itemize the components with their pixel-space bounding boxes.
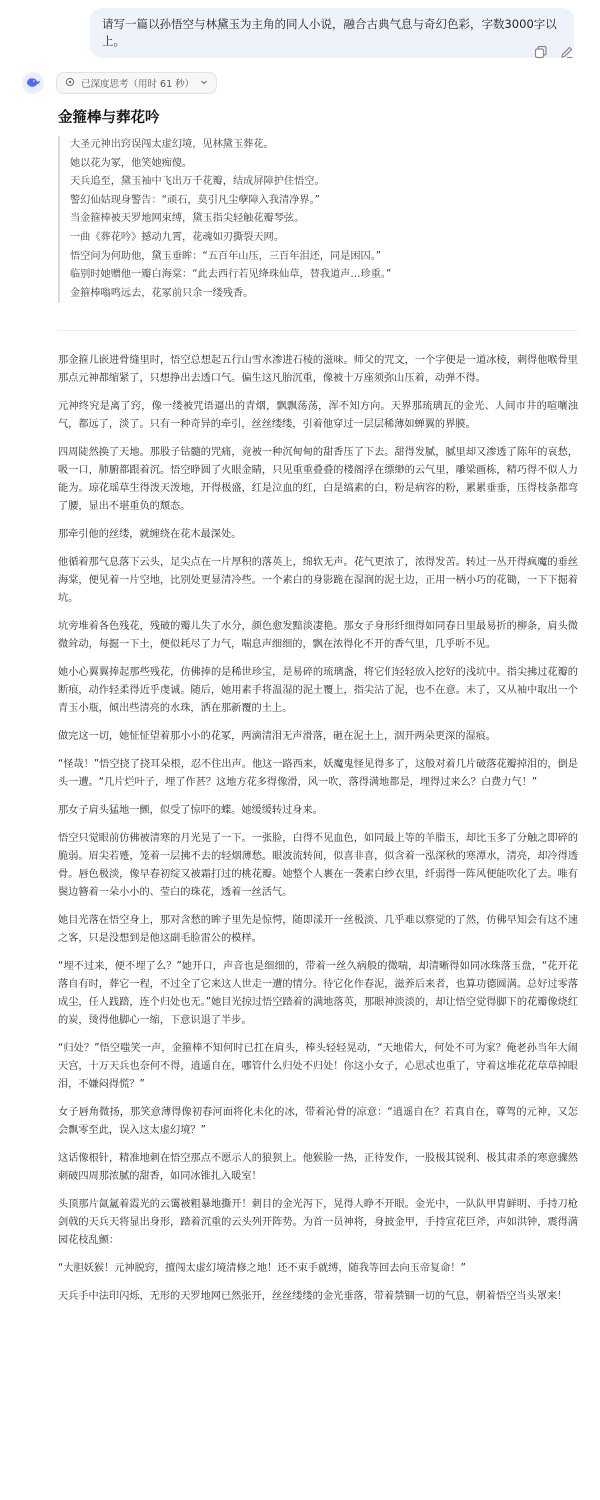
poem-blockquote: [58, 136, 558, 303]
story-paragraph: “怪哉！”悟空挠了挠耳朵根，忍不住出声。他这一路西来，妖魔鬼怪见得多了，这般对着几片破落花瓣掉泪的，倒是头一遭。“几片烂叶子，埋了作甚？这地方花多得像滑，风一吹，落得满地都是，埋得过来么？白费力气！”: [58, 759, 578, 788]
user-message-bubble: [90, 8, 574, 58]
story-paragraph: 元神终究是离了窍，像一缕被咒语逼出的青烟，飘飘荡荡，浑不知方向。天界那琉璃瓦的金光、人间市井的喧嚷浊气，都远了，淡了。只有一种奇异的牵引，丝丝缕缕，引着他穿过一层层稀薄如蝉翼的界膜。: [58, 401, 578, 430]
copy-icon[interactable]: [534, 44, 548, 58]
poem-line: 天兵追至，黛玉袖中飞出万千花瓣，结成屏障护住悟空。: [70, 176, 325, 188]
edit-icon[interactable]: [560, 44, 574, 58]
story-paragraph: “大胆妖猴！元神脱窍，擅闯太虚幻境清修之地！还不束手就缚，随我等回去向玉帝复命！”: [58, 1263, 466, 1274]
whale-logo-icon: [25, 74, 41, 93]
story-body: [58, 352, 578, 1316]
deep-think-label: 已深度思考（用时 61 秒）: [81, 79, 195, 90]
poem-line: 临别时她赠他一瓣白海棠：“此去西行若见绛珠仙草，替我道声…珍重。”: [70, 269, 392, 281]
story-paragraph: 这话像根针，精准地刺在悟空那点不愿示人的狼狈上。他猴脸一热，正待发作，一股极其锐利、极其肃杀的寒意骤然刺破四周那浓腻的甜香，如同冰锥扎入暖室！: [58, 1153, 578, 1182]
poem-line: 悟空问为何助他，黛玉垂眸：“五百年山压，三百年泪还，同是困囚。”: [70, 250, 382, 262]
story-paragraph: 那牵引他的丝缕，就缠绕在花木最深处。: [58, 529, 242, 540]
story-paragraph: 坑旁堆着各色残花，残破的瓣儿失了水分，颜色愈发黯淡凄艳。那女子身形纤细得如同春日里最易折的柳条，肩头微微耸动，每掘一下土，便似耗尽了力气，喘息声细细的，飘在浓得化不开的香气里，几乎听不见。: [58, 621, 578, 650]
story-title: 金箍棒与葬花吟: [58, 110, 160, 126]
poem-line: 一曲《葬花吟》撼动九霄，花魂如刃撕裂天网。: [70, 231, 284, 243]
story-paragraph: 她小心翼翼捧起那些残花，仿佛捧的是稀世珍宝，是易碎的琉璃盏，将它们轻轻放入挖好的浅坑中。指尖拂过花瓣的断痕，动作轻柔得近乎虔诚。随后，她用素手将温湿的泥土覆上，指尖沾了泥，也不在意。末了，又从袖中取出一个青玉小瓶，倾出些清亮的水珠，洒在那新覆的土上。: [58, 667, 578, 714]
story-paragraph: 那金箍儿嵌进骨缝里时，悟空总想起五行山雪水渗进石棱的滋味。师父的咒文，一个字便是一道冰棱，刺得他喉骨里那点元神都缩紧了，只想挣出去透口气。偏生这凡胎沉重，像被十万座须弥山压着，动弹不得。: [58, 355, 578, 384]
poem-line: 当金箍棒被天罗地网束缚，黛玉指尖轻触花瓣琴弦。: [70, 213, 305, 225]
poem-line: 金箍棒嗡鸣远去，花冢前只余一缕残香。: [70, 287, 254, 299]
assistant-avatar: [22, 72, 44, 94]
story-paragraph: 天兵手中法印闪烁，无形的天罗地网已然张开，丝丝缕缕的金光垂落，带着禁锢一切的气息，朝着悟空当头罩来！: [58, 1291, 568, 1302]
user-prompt-text: 请写一篇以孙悟空与林黛玉为主角的同人小说，融合古典气息与奇幻色彩，字数3000字以上。: [102, 17, 557, 48]
story-paragraph: 四周陡然换了天地。那股子钻髓的咒痛，竟被一种沉甸甸的甜香压了下去。甜得发腻，腻里却又渗透了陈年的哀愁，吸一口，肺腑都跟着沉。悟空睁圆了火眼金睛，只见重重叠叠的楼阁浮在缥缈的云气里，雕梁画栋，精巧得不似人力能为。琼花瑶草生得泼天泼地，开得极盛，红是泣血的红，白是缟素的白，粉是病容的粉，累累垂垂，压得枝条都弯了腰，显出不堪重负的颓态。: [58, 447, 578, 512]
poem-line: 她以花为冢，他笑她痴傻。: [70, 157, 193, 169]
poem-line: 大圣元神出窍误闯太虚幻境，见林黛玉葬花。: [70, 139, 274, 150]
section-divider: [58, 330, 578, 331]
story-paragraph: 他循着那气息落下云头，足尖点在一片厚积的落英上，绵软无声。花气更浓了，浓得发苦。转过一丛开得疯魔的垂丝海棠，便见着一片空地，比别处更显清冷些。一个素白的身影跪在湿润的泥土边，正用一柄小巧的花锄，一下下掘着坑。: [58, 557, 578, 604]
story-paragraph: 做完这一切，她怔怔望着那小小的花冢，两滴清泪无声滑落，砸在泥土上，洇开两朵更深的湿痕。: [58, 731, 497, 742]
message-actions: [534, 44, 574, 58]
story-paragraph: “归处？”悟空嗤笑一声，金箍棒不知何时已扛在肩头，棒头轻轻晃动，“天地偌大，何处不可为家？俺老孙当年大闹天宫，十万天兵也奈何不得，逍遥自在，哪管什么归处不归处！你这小女子，心思忒也重了，守着这堆花花草草掉眼泪，不嫌闷得慌？”: [58, 1043, 578, 1090]
story-paragraph: 悟空只觉眼前仿佛被清寒的月光晃了一下。一张脸，白得不见血色，如同最上等的羊脂玉，却比玉多了分触之即碎的脆弱。眉尖若蹙，笼着一层拂不去的轻烟薄愁。眼波流转间，似喜非喜，似含着一泓深秋的寒潭水，清亮，却冷得透骨。唇色极淡，像早春初绽又被霜打过的桃花瓣。她整个人裹在一袭素白纱衣里，纤弱得一阵风便能吹化了去。唯有鬓边簪着一朵小小的、莹白的珠花，透着一丝活气。: [58, 833, 578, 898]
story-paragraph: 头顶那片氤氲着霞光的云霭被粗暴地撕开！刺目的金光泻下，晃得人睁不开眼。金光中，一队队甲胄鲜明、手持刀枪剑戟的天兵天将显出身形，踏着沉重的云头列开阵势。为首一员神将，身披金甲，手持宣花巨斧，声如洪钟，震得满园花枝乱颤：: [58, 1199, 578, 1246]
deep-think-icon: [65, 77, 75, 90]
story-paragraph: “埋不过来，便不埋了么？”她开口，声音也是细细的，带着一丝久病般的微喘，却清晰得如同冰珠落玉盘，“花开花落自有时，葬它一程，不过全了它来这人世走一遭的情分。待它化作春泥，滋养后来者，也算功德圆满。总好过零落成尘，任人践踏，连个归处也无。”她目光掠过悟空踏着的满地落英，那眼神淡淡的，却让悟空觉得脚下的花瓣像烧红的炭，烫得他脚心一缩，下意识退了半步。: [58, 961, 578, 1026]
story-paragraph: 那女子肩头猛地一颤，似受了惊吓的蝶。她缓缓转过身来。: [58, 805, 323, 816]
deep-think-toggle[interactable]: [56, 72, 217, 94]
story-paragraph: 她目光落在悟空身上，那对含愁的眸子里先是惊愕，随即漾开一丝极淡、几乎难以察觉的了然，仿佛早知会有这不速之客，只是没想到是他这副毛脸雷公的模样。: [58, 915, 578, 944]
story-paragraph: 女子唇角微扬，那笑意薄得像初春河面将化未化的冰，带着沁骨的凉意：“逍遥自在？若真自在，尊驾的元神，又怎会飘零至此，误入这太虚幻境？”: [58, 1107, 578, 1136]
poem-line: 警幻仙姑现身警告：“顽石，莫引凡尘孽障入我清净界。”: [70, 194, 320, 206]
chevron-down-icon: [200, 78, 208, 89]
